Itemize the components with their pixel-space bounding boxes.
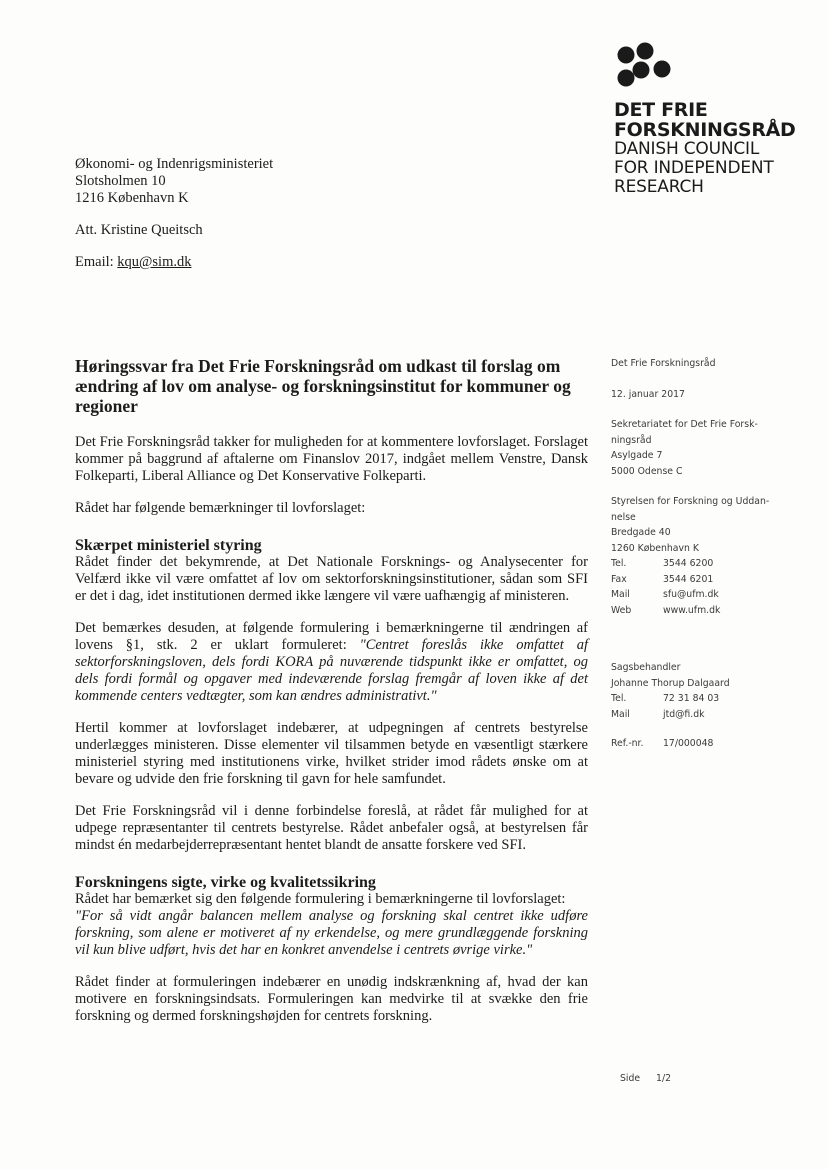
- paragraph-remarks: Rådet har følgende bemærkninger til lovforslaget:: [75, 500, 366, 516]
- agency-web-row: [611, 603, 769, 619]
- case-tel-row: [611, 691, 730, 707]
- council-logo: [614, 42, 814, 197]
- paragraph-unclear-formulation: [75, 620, 588, 705]
- case-tel-label: Tel.: [611, 693, 627, 704]
- dots-logo-icon: [614, 42, 674, 98]
- case-mail-label: Mail: [611, 708, 630, 720]
- case-name: Johanne Thorup Dalgaard: [611, 677, 730, 689]
- agency-tel-row: [611, 556, 769, 572]
- ref-row: [611, 736, 713, 752]
- heading-ministerial-control: Skærpet ministeriel styring: [75, 537, 262, 554]
- paragraph-quote-balance: "For så vidt angår balancen mellem analyse og forskning skal centret ikke udføre forskning, som alene er motiveret af ny erkendelse, og mere grundlæggende forskning vil kun blive udført, hvis det har en konkret anvendelse i centrets øvrige virke.": [75, 908, 588, 958]
- paragraph-proposal: Det Frie Forskningsråd vil i denne forbindelse foreslå, at rådet får mulighed for at udpege repræsentanter til centrets bestyrelse. Rådet anbefaler også, at bestyrelsen får mindst én medarbejderrepræsentant hentet blandt de ansatte forskere ved SFI.: [75, 803, 588, 853]
- recipient-line3: 1216 København K: [75, 190, 189, 206]
- sidebar-ref: [611, 736, 713, 752]
- fax-label: Fax: [611, 573, 627, 585]
- agency-fax-row: [611, 572, 769, 588]
- recipient-att: Att. Kristine Queitsch: [75, 222, 203, 238]
- logo-name-line1: DET FRIE: [614, 99, 708, 121]
- case-mail-row: [611, 707, 730, 723]
- heading-research-scope: Forskningens sigte, virke og kvalitetssikring: [75, 874, 376, 891]
- case-label: Sagsbehandler: [611, 662, 681, 673]
- unclear-formulation-quote: "Centret foreslås ikke omfattet af sektorforskningsloven, dels fordi KORA på nuværende tidspunkt ikke er omfattet, og dels fordi formål og opgaver med indeværende forslag fremgår af loven ikke af det kommende centers vedtægter, som kan ændres administrativt.": [75, 637, 588, 704]
- agency-line2: nelse: [611, 511, 636, 523]
- sidebar-agency: [611, 494, 769, 618]
- paragraph-concern: Rådet finder det bekymrende, at Det Nationale Forsknings- og Analysecenter for Velfærd ikke vil være omfattet af lov om sektorforskningsinstitutioner, sådan som SFI er det i dag, idet institutionen dermed ikke længere vil være uafhængig af ministeren.: [75, 554, 588, 604]
- logo-name-line2: FORSKNINGSRÅD: [614, 119, 796, 141]
- recipient-line1: Økonomi- og Indenrigsministeriet: [75, 156, 274, 172]
- unclear-formulation-text: Det bemærkes desuden, at følgende formulering i bemærkningerne til ændringen af lovens §1, stk. 2 er uklart formuleret:: [75, 620, 588, 653]
- mail-label: Mail: [611, 589, 630, 600]
- web-label: Web: [611, 604, 632, 616]
- recipient-line2: Slotsholmen 10: [75, 173, 166, 189]
- fax-value: 3544 6201: [663, 573, 714, 585]
- ref-label: Ref.-nr.: [611, 738, 644, 749]
- ref-value: 17/000048: [663, 738, 714, 749]
- recipient-email: [75, 254, 191, 271]
- case-tel-value: 72 31 84 03: [663, 693, 720, 704]
- paragraph-noted-formulation: Rådet har bemærket sig den følgende formulering i bemærkningerne til lovforslaget:: [75, 891, 566, 907]
- sidebar-secretariat: [611, 417, 758, 479]
- sidebar-case-handler: [611, 660, 730, 722]
- paragraph-intro: Det Frie Forskningsråd takker for muligheden for at kommentere lovforslaget. Forslaget kommer på baggrund af aftalerne om Finanslov 2017, indgået mellem Venstre, Dansk Folkeparti, Liberal Alliance og Det Konservative Folkeparti.: [75, 434, 588, 484]
- paragraph-board-appointment: Hertil kommer at lovforslaget indebærer, at udpegningen af centrets bestyrelse underlægges ministeren. Disse elementer vil tilsammen betyde en væsentligt stærkere ministeriel styring med institutionens virke, hvilket strider imod rådets ønske om at bevare og udvide den frie forskning til gavn for hele samfundet.: [75, 720, 588, 787]
- recipient-address: [75, 156, 273, 207]
- secretariat-line3: Asylgade 7: [611, 450, 663, 461]
- agency-line1: Styrelsen for Forskning og Uddan-: [611, 496, 770, 507]
- tel-label: Tel.: [611, 558, 627, 569]
- sidebar-org: Det Frie Forskningsråd: [611, 358, 716, 369]
- logo-sub-line2: FOR INDEPENDENT: [614, 158, 774, 178]
- page-label: Side: [620, 1073, 641, 1084]
- agency-line4: 1260 København K: [611, 542, 699, 554]
- sidebar-date: 12. januar 2017: [611, 389, 685, 400]
- tel-value: 3544 6200: [663, 558, 714, 569]
- email-label: Email:: [75, 254, 114, 270]
- letter-body: [75, 356, 588, 1040]
- logo-sub-line3: RESEARCH: [614, 177, 704, 197]
- agency-mail-row: [611, 587, 769, 603]
- agency-line3: Bredgade 40: [611, 527, 671, 538]
- page-number: 1/2: [656, 1073, 672, 1084]
- email-link[interactable]: kqu@sim.dk: [117, 254, 192, 270]
- page-footer: [620, 1073, 671, 1084]
- logo-sub-line1: DANISH COUNCIL: [614, 139, 760, 159]
- secretariat-line2: ningsråd: [611, 434, 652, 446]
- web-value[interactable]: www.ufm.dk: [663, 604, 721, 616]
- secretariat-line1: Sekretariatet for Det Frie Forsk-: [611, 419, 758, 430]
- letter-title: Høringssvar fra Det Frie Forskningsråd om udkast til forslag om ændring af lov om analyse- og forskningsinstitut for kommuner og regioner: [75, 356, 571, 416]
- case-mail-value[interactable]: jtd@fi.dk: [663, 708, 705, 720]
- paragraph-restriction: Rådet finder at formuleringen indebærer en unødig indskrænkning af, hvad der kan motivere en forskningsindsats. Formuleringen kan medvirke til at svække den frie forskning og dermed forskningshøjden for centrets forskning.: [75, 974, 588, 1024]
- mail-value[interactable]: sfu@ufm.dk: [663, 589, 719, 600]
- secretariat-line4: 5000 Odense C: [611, 465, 683, 477]
